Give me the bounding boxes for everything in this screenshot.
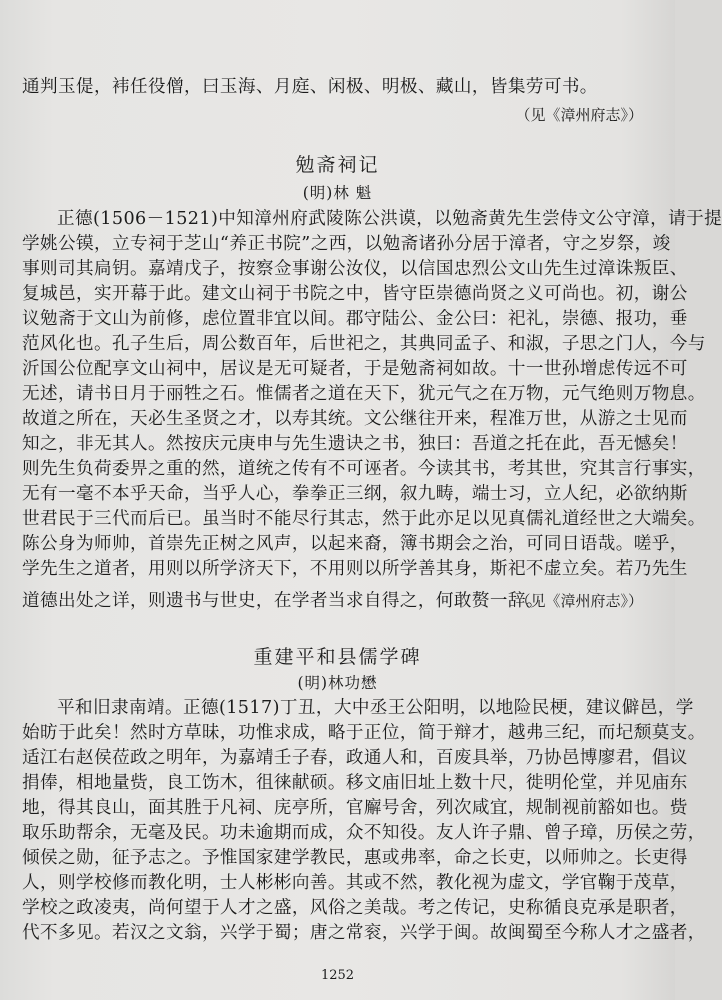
text-line: 故道之所在，天必生圣贤之才，以寿其统。文公继往开来，程准万世，从游之士见而 [22,409,688,429]
text-line: 倾侯之勋，征予志之。予惟国家建学教民，惠或弗率，命之长吏，以师帅之。长吏得 [22,848,688,868]
text-line: 学校之政凌夷，尚何望于人才之盛，风俗之美哉。考之传记，史称循良克承是职者， [22,898,688,918]
text-line: 代不多见。若汉之文翁，兴学于蜀；唐之常衮，兴学于闽。故闽蜀至今称人才之盛者， [22,923,706,943]
text-line: 沂国公位配享文山祠中，居议是无可疑者，于是勉斋祠如故。十一世孙增虑传远不可 [22,359,688,379]
text-line: 正德(1506－1521)中知漳州府武陵陈公洪谟，以勉斋黄先生尝侍文公守漳，请于提 [57,209,722,229]
text-line: 道德出处之详，则遗书与世史，在学者当求自得之，何敢赘一辞。 [22,591,544,611]
text-line: 议勉斋于文山为前修，虑位置非宜以间。郡守陆公、金公曰：祀礼，崇德、报功，垂 [22,309,688,329]
text-line: 无有一毫不本乎天命，当乎人心，拳拳正三纲，叙九畴，端士习，立人纪，必欲纳斯 [22,484,688,504]
text-line: 地，得其良山，面其胜于凡祠、庑亭所，官廨号舍，列次咸宜，规制视前豁如也。赀 [22,798,688,818]
article-title: 重建平和县儒学碑 [253,646,422,668]
text-line: 陈公身为师帅，首崇先正树之风声，以起来裔，簿书期会之治，可同日语哉。嗟乎， [22,534,688,554]
text-line: 学先生之道者，用则以所学济天下，不用则以所学善其身，斯祀不虚立矣。若乃先生 [22,559,688,579]
text-line: 平和旧隶南靖。正德(1517)丁丑，大中丞王公阳明，以地险民梗，建议僻邑，学 [57,698,694,718]
text-line: 范风化也。孔子生后，周公数百年，后世祀之，其典同孟子、和淑，子思之门人，今与 [22,334,706,354]
text-line: 始昉于此矣！然时方草昧，功惟求成，略于正位，简于辩才，越弗三纪，而圮颓莫支。 [22,723,706,743]
text-line: 则先生负荷委畀之重的然，道统之传有不可诬者。今读其书，考其世，究其言行事实， [22,459,706,479]
text-line: 适江右赵侯莅政之明年，为嘉靖壬子春，政通人和，百废具举，乃协邑博廖君，倡议 [22,748,688,768]
text-line: 学姚公镆，立专祠于芝山“养正书院”之西，以勉斋诸孙分居于漳者，守之岁祭，竣 [22,234,671,254]
article-title: 勉斋祠记 [295,154,380,176]
article-author: (明)林功懋 [297,674,378,692]
text-line: 无述，请书日月于丽牲之石。惟儒者之道在天下，犹元气之在万物，元气绝则万物息。 [22,384,706,404]
text-line: 取乐助帮余，无毫及民。功未逾期而成，众不知役。友人许子鼎、曾子璋，历侯之劳， [22,823,706,843]
text-line: 事则司其扃钥。嘉靖戊子，按察佥事谢公汝仪，以信国忠烈公文山先生过漳诛叛臣、 [22,259,688,279]
text-line: 复城邑，实开幕于此。建文山祠于书院之中，皆守臣崇德尚贤之义可尚也。初，谢公 [22,284,688,304]
text-line: 通判玉偍，袆任役僧，曰玉海、月庭、闲极、明极、藏山，皆集劳可书。 [22,77,598,97]
text-line: 捐俸，相地量赀，良工饬木，徂徕献硕。移文庙旧址上数十尺，徙明伦堂，并见庙东 [22,773,688,793]
source-citation: （见《漳州府志》） [515,106,643,124]
text-line: 知之，非无其人。然按庆元庚申与先生遗诀之书，独曰：吾道之托在此，吾无憾矣！ [22,434,688,454]
article-author: (明)林 魁 [302,184,373,202]
text-line: 人，则学校修而教化明，士人彬彬向善。其或不然，教化视为虚文，学官鞠于茂草， [22,873,688,893]
text-line: 世君民于三代而后已。虽当时不能尽行其志，然于此亦足以见真儒礼道经世之大端矣。 [22,509,706,529]
source-citation: （见《漳州府志》） [515,592,643,610]
page-number: 1252 [320,968,355,983]
